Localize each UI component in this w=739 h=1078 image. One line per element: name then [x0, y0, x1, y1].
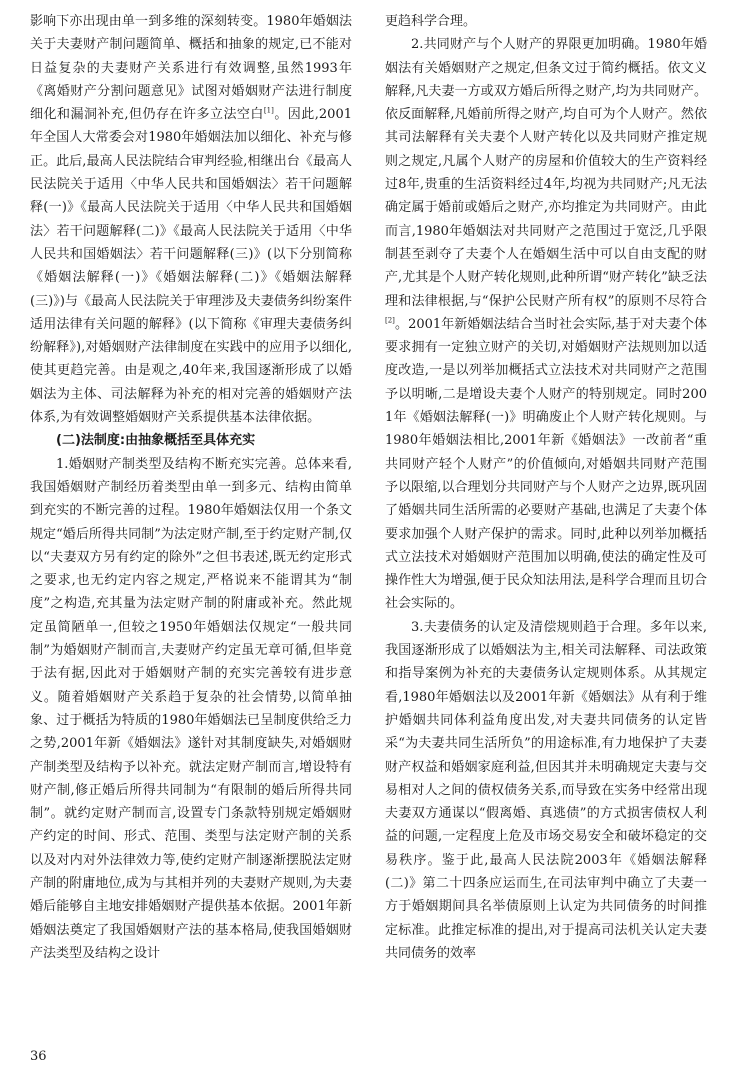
paragraph-text: 。因此,2001年全国人大常委会对1980年婚姻法加以细化、补充与修正。此后,最高人民法院结合审判经验,相继出台《最高人民法院关于适用〈中华人民共和国婚姻法〉若干问题解释(一)》《最高人民法院关于适用〈中华人民共和国婚姻法〉若干问题解释(二)》《最高人民法院关于适用〈中华人民共和国婚姻法〉若干问题解释(三)》(以下分别简称《婚姻法解释(一)》《婚姻法解释(二)》《婚姻法解释(三)》)与《最高人民法院关于审理涉及夫妻债务纠纷案件适用法律有关问题的解释》(以下简称《审理夫妻债务纠纷解释》),对婚姻财产法律制度在实践中的应用予以细化,使其更趋完善。由是观之,40年来,我国逐渐形成了以婚姻法为主体、司法解释为补充的相对完善的婚姻财产法体系,为有效调整婚姻财产关系提供基本法律依据。	[30, 107, 352, 426]
left-column	[30, 10, 352, 965]
paragraph: 1.婚姻财产制类型及结构不断充实完善。总体来看,我国婚姻财产制经历着类型由单一到多元、结构由简单到充实的不断完善的过程。1980年婚姻法仅用一个条文规定“婚后所得共同制”为法定财产制,至于约定财产制,仅以“夫妻双方另有约定的除外”之但书表述,既无约定形式之要求,也无约定内容之规定,严格说来不能谓其为“制度”之构造,充其量为法定财产制的附庸或补充。然此规定虽简陋单一,但较之1950年婚姻法仅规定“一般共同制”为婚姻财产制而言,夫妻财产约定虽无章可循,但毕竟于法有据,因此对于婚姻财产制的充实完善较有进步意义。随着婚姻财产关系趋于复杂的社会情势,以简单抽象、过于概括为特质的1980年婚姻法已呈制度供给乏力之势,2001年新《婚姻法》遂针对其制度缺失,对婚姻财产制类型及结构予以补充。就法定财产制而言,增设特有财产制,修正婚后所得共同制为“有限制的婚后所得共同制”。就约定财产制而言,设置专门条款特别规定婚姻财产约定的时间、形式、范围、类型与法定财产制的关系以及对内对外法律效力等,使约定财产制逐渐摆脱法定财产制的附庸地位,成为与其相并列的夫妻财产规则,为夫妻婚后能够自主地安排婚姻财产提供基本依据。2001年新婚姻法奠定了我国婚姻财产法的基本格局,使我国婚姻财产法类型及结构之设计	[30, 456, 352, 961]
paragraph: 3.夫妻债务的认定及清偿规则趋于合理。多年以来,我国逐渐形成了以婚姻法为主,相关司法解释、司法政策和指导案例为补充的夫妻债务认定规则体系。从其规定看,1980年婚姻法以及2001年新《婚姻法》从有利于维护婚姻共同体利益角度出发,对夫妻共同债务的认定皆采“为夫妻共同生活所负”的用途标准,有力地保护了夫妻财产权益和婚姻家庭利益,但因其并未明确规定夫妻与交易相对人之间的债权债务关系,而导致在实务中经常出现夫妻双方通谋以“假离婚、真逃债”的方式损害债权人利益的问题,一定程度上危及市场交易安全和破坏稳定的交易秩序。鉴于此,最高人民法院2003年《婚姻法解释(二)》第二十四条应运而生,在司法审判中确立了夫妻一方于婚姻期间具名举债原则上认定为共同债务的时间推定标准。此推定标准的提出,对于提高司法机关认定夫妻共同债务的效率	[385, 619, 707, 961]
footnote-ref: [2]	[385, 316, 395, 325]
page-number: 36	[30, 1049, 47, 1064]
section-heading: (二)法制度:由抽象概括至具体充实	[56, 433, 256, 449]
right-column	[385, 10, 707, 965]
paragraph	[385, 33, 707, 615]
paragraph-text: 影响下亦出现由单一到多维的深刻转变。1980年婚姻法关于夫妻财产制问题简单、概括和抽象的规定,已不能对日益复杂的夫妻财产关系进行有效调整,虽然1993年《离婚财产分割问题意见》试图对婚姻财产法进行制度细化和漏洞补充,但仍存在许多立法空白	[30, 14, 352, 123]
footnote-ref: [1]	[263, 106, 274, 115]
paragraph: 更趋科学合理。	[385, 14, 477, 29]
paragraph-text: 2.共同财产与个人财产的界限更加明确。1980年婚姻法有关婚姻财产之规定,但条文过于简约概括。依文义解释,凡夫妻一方或双方婚后所得之财产,均为共同财产。依反面解释,凡婚前所得之财产,均自可为个人财产。然依其司法解释有关夫妻个人财产转化以及共同财产推定规则之规定,凡属个人财产的房屋和价值较大的生产资料经过8年,贵重的生活资料经过4年,均视为共同财产;凡无法确定属于婚前或婚后之财产,亦均推定为共同财产。由此而言,1980年婚姻法对共同财产之范围过于宽泛,几乎限制甚至剥夺了夫妻个人在婚姻生活中可以自由支配的财产,尤其是个人财产转化规则,此种所谓“财产转化”缺乏法理和法律根据,与“保护公民财产所有权”的原则不尽符合	[385, 37, 707, 309]
paragraph-text: 。2001年新婚姻法结合当时社会实际,基于对夫妻个体要求拥有一定独立财产的关切,对婚姻财产法规则加以适度改造,一是以列举加概括式立法技术对共同财产之范围予以明晰,二是增设夫妻个人财产的特别规定。同时2001年《婚姻法解释(一)》明确废止个人财产转化规则。与1980年婚姻法相比,2001年新《婚姻法》一改前者“重共同财产轻个人财产”的价值倾向,对婚姻共同财产范围予以限缩,以合理划分共同财产与个人财产之边界,既巩固了婚姻共同生活所需的必要财产基础,也满足了夫妻个体要求加强个人财产保护的需求。同时,此种以列举加概括式立法技术对婚姻财产范围加以明确,使法的确定性及可操作性大为增强,便于民众知法用法,是科学合理而且切合社会实际的。	[385, 316, 707, 612]
paragraph	[30, 10, 352, 429]
